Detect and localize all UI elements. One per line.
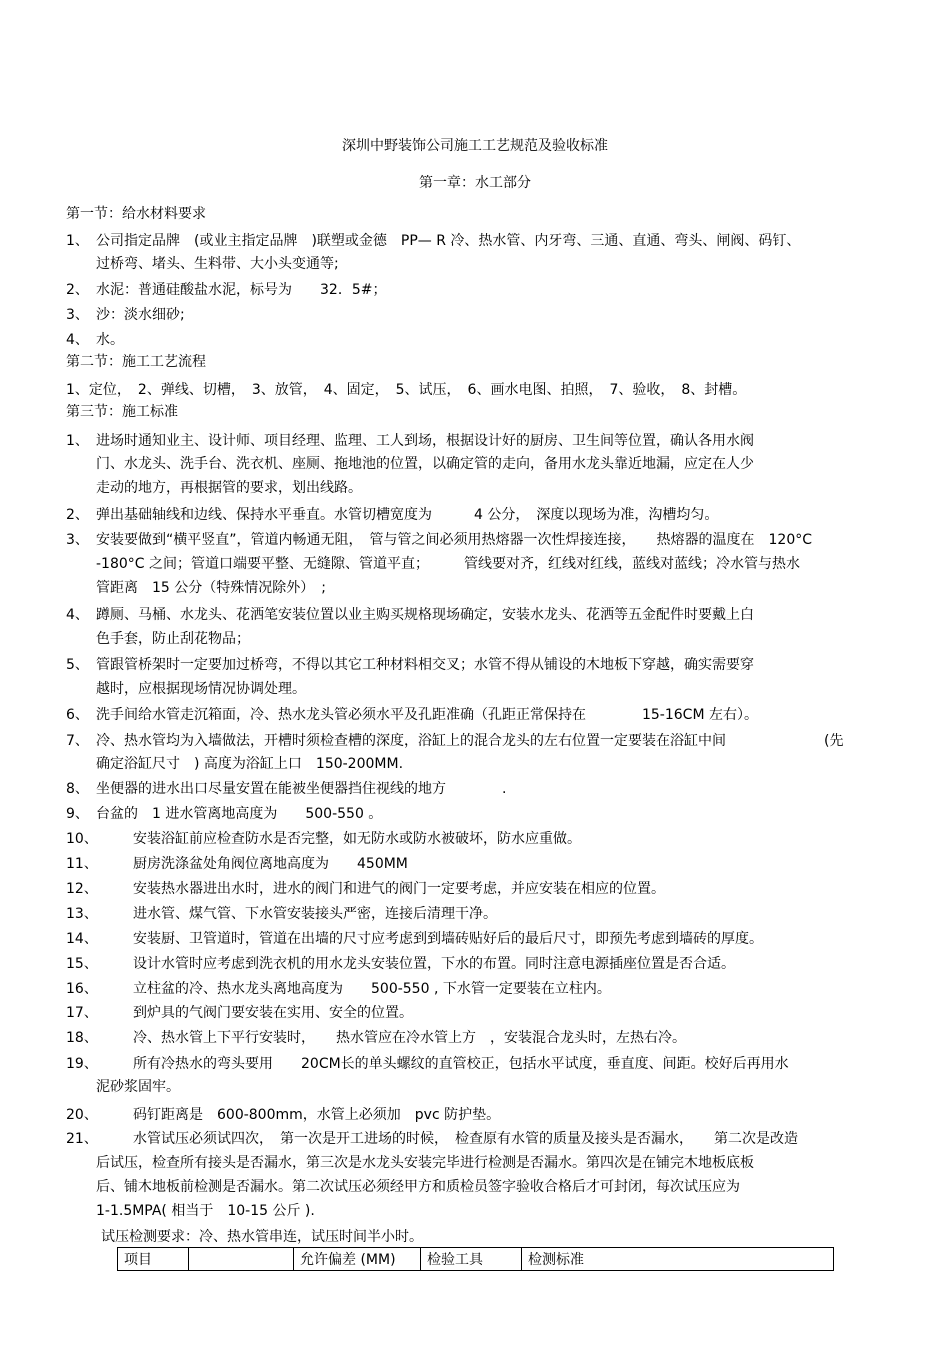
table-header-cell: 检验工具 bbox=[421, 1248, 522, 1271]
item-number: 13、 bbox=[66, 906, 98, 922]
table-header-cell: 允许偏差 (MM) bbox=[294, 1248, 421, 1271]
item-line: -180°C 之间；管道口端要平整、无缝隙、管道平直； 管线要对齐，红线对红线，蓝线对蓝线；冷水管与热水 bbox=[96, 556, 800, 572]
item-line: 进场时通知业主、设计师、项目经理、监理、工人到场，根据设计好的厨房、卫生间等位置，确认各用水阀 bbox=[96, 433, 754, 449]
document-title: 深圳中野装饰公司施工工艺规范及验收标准 bbox=[342, 138, 608, 154]
item-line: 水管试压必须试四次， 第一次是开工进场的时候， 检查原有水管的质量及接头是否漏水， 第二次是改造 bbox=[133, 1131, 798, 1147]
item-line: 冷、热水管均为入墙做法，开槽时须检查槽的深度，浴缸上的混合龙头的左右位置一定要装在浴缸中间 (先 bbox=[96, 733, 844, 749]
item-line: 安装要做到“横平竖直”，管道内畅通无阻， 管与管之间必须用热熔器一次性焊接连接， 热熔器的温度在 120°C bbox=[96, 532, 812, 548]
item-line: 厨房洗涤盆处角阀位离地高度为 450MM bbox=[133, 856, 408, 872]
item-number: 11、 bbox=[66, 856, 98, 872]
item-line: 确定浴缸尺寸 ) 高度为浴缸上口 150-200MM. bbox=[96, 756, 404, 772]
section-heading: 第一节：给水材料要求 bbox=[66, 206, 206, 222]
table-header-cell bbox=[189, 1248, 294, 1271]
item-number: 1、 bbox=[66, 433, 89, 449]
item-line: 蹲厕、马桶、水龙头、花洒笔安装位置以业主购买规格现场确定，安装水龙头、花洒等五金配件时要戴上白 bbox=[96, 607, 754, 623]
item-line: 所有冷热水的弯头要用 20CM长的单头螺纹的直管校正，包括水平试度，垂直度、间距。校好后再用水 bbox=[133, 1056, 789, 1072]
item-number: 2、 bbox=[66, 282, 89, 298]
item-line: 过桥弯、堵头、生料带、大小头变通等; bbox=[96, 256, 339, 272]
item-line: 台盆的 1 进水管离地高度为 500-550 。 bbox=[96, 806, 383, 822]
test-requirement: 试压检测要求：冷、热水管串连，试压时间半小时。 bbox=[101, 1229, 423, 1245]
item-line: 后试压，检查所有接头是否漏水，第三次是水龙头安装完毕进行检测是否漏水。第四次是在铺完木地板底板 bbox=[96, 1155, 754, 1171]
item-number: 9、 bbox=[66, 806, 89, 822]
section-heading: 第三节：施工标准 bbox=[66, 404, 178, 420]
item-line: 后、铺木地板前检测是否漏水。第二次试压必须经甲方和质检员签字验收合格后才可封闭，每次试压应为 bbox=[96, 1179, 740, 1195]
item-line: 洗手间给水管走沉箱面，冷、热水龙头管必须水平及孔距准确（孔距正常保持在 15-16CM 左右）。 bbox=[96, 707, 758, 723]
item-line: 公司指定品牌 (或业主指定品牌 )联塑或金德 PP— R 冷、热水管、内牙弯、三通、直通、弯头、闸阀、码钉、 bbox=[96, 233, 801, 249]
item-number: 20、 bbox=[66, 1107, 98, 1123]
item-line: 走动的地方，再根据管的要求，划出线路。 bbox=[96, 480, 362, 496]
item-line: 门、水龙头、洗手台、洗衣机、座厕、拖地池的位置，以确定管的走向，备用水龙头靠近地漏，应定在人少 bbox=[96, 456, 754, 472]
item-number: 19、 bbox=[66, 1056, 98, 1072]
item-line: 立柱盆的冷、热水龙头离地高度为 500-550 , 下水管一定要装在立柱内。 bbox=[133, 981, 611, 997]
item-line: 安装浴缸前应检查防水是否完整，如无防水或防水被破坏，防水应重做。 bbox=[133, 831, 581, 847]
table-header-cell: 检测标准 bbox=[522, 1248, 834, 1271]
item-line: 色手套，防止刮花物品； bbox=[96, 631, 250, 647]
item-number: 12、 bbox=[66, 881, 98, 897]
item-number: 3、 bbox=[66, 532, 89, 548]
item-line: 管跟管桥架时一定要加过桥弯，不得以其它工种材料相交叉；水管不得从铺设的木地板下穿越，确实需要穿 bbox=[96, 657, 754, 673]
item-line: 管距离 15 公分（特殊情况除外） ; bbox=[96, 580, 326, 596]
table-header-row bbox=[118, 1248, 834, 1271]
item-line: 水泥：普通硅酸盐水泥，标号为 32．5#； bbox=[96, 282, 387, 298]
item-line: 码钉距离是 600-800mm，水管上必须加 pvc 防护垫。 bbox=[133, 1107, 501, 1123]
item-line: 越时，应根据现场情况协调处理。 bbox=[96, 681, 306, 697]
section-heading: 第二节：施工工艺流程 bbox=[66, 354, 206, 370]
item-number: 10、 bbox=[66, 831, 98, 847]
item-number: 6、 bbox=[66, 707, 89, 723]
item-line: 安装厨、卫管道时，管道在出墙的尺寸应考虑到到墙砖贴好后的最后尺寸，即预先考虑到墙砖的厚度。 bbox=[133, 931, 763, 947]
process-flow: 1、定位， 2、弹线、切槽， 3、放管， 4、固定， 5、试压， 6、画水电图、拍照， 7、验收， 8、封槽。 bbox=[66, 382, 747, 398]
item-number: 2、 bbox=[66, 507, 89, 523]
item-line: 到炉具的气阀门要安装在实用、安全的位置。 bbox=[133, 1005, 413, 1021]
item-number: 4、 bbox=[66, 607, 89, 623]
item-line: 1-1.5MPA( 相当于 10-15 公斤 ). bbox=[96, 1203, 315, 1219]
item-number: 1、 bbox=[66, 233, 89, 249]
chapter-title: 第一章：水工部分 bbox=[419, 175, 531, 191]
item-number: 18、 bbox=[66, 1030, 98, 1046]
item-line: 坐便器的进水出口尽量安置在能被坐便器挡住视线的地方 . bbox=[96, 781, 507, 797]
item-line: 进水管、煤气管、下水管安装接头严密，连接后清理干净。 bbox=[133, 906, 497, 922]
item-line: 安装热水器进出水时，进水的阀门和进气的阀门一定要考虑，并应安装在相应的位置。 bbox=[133, 881, 665, 897]
item-line: 水。 bbox=[96, 332, 124, 348]
table-header-cell: 项目 bbox=[118, 1248, 189, 1271]
item-number: 21、 bbox=[66, 1131, 98, 1147]
item-line: 冷、热水管上下平行安装时， 热水管应在冷水管上方 ，安装混合龙头时，左热右冷。 bbox=[133, 1030, 686, 1046]
item-line: 泥砂浆固牢。 bbox=[96, 1079, 180, 1095]
item-number: 14、 bbox=[66, 931, 98, 947]
item-line: 沙：淡水细砂; bbox=[96, 307, 185, 323]
item-number: 17、 bbox=[66, 1005, 98, 1021]
item-number: 4、 bbox=[66, 332, 89, 348]
item-number: 15、 bbox=[66, 956, 98, 972]
item-number: 16、 bbox=[66, 981, 98, 997]
item-number: 3、 bbox=[66, 307, 89, 323]
item-number: 5、 bbox=[66, 657, 89, 673]
item-line: 弹出基础轴线和边线、保持水平垂直。水管切槽宽度为 4 公分， 深度以现场为准，沟槽均匀。 bbox=[96, 507, 719, 523]
item-number: 7、 bbox=[66, 733, 89, 749]
inspection-table bbox=[117, 1247, 834, 1271]
item-number: 8、 bbox=[66, 781, 89, 797]
item-line: 设计水管时应考虑到洗衣机的用水龙头安装位置，下水的布置。同时注意电源插座位置是否合适。 bbox=[133, 956, 735, 972]
